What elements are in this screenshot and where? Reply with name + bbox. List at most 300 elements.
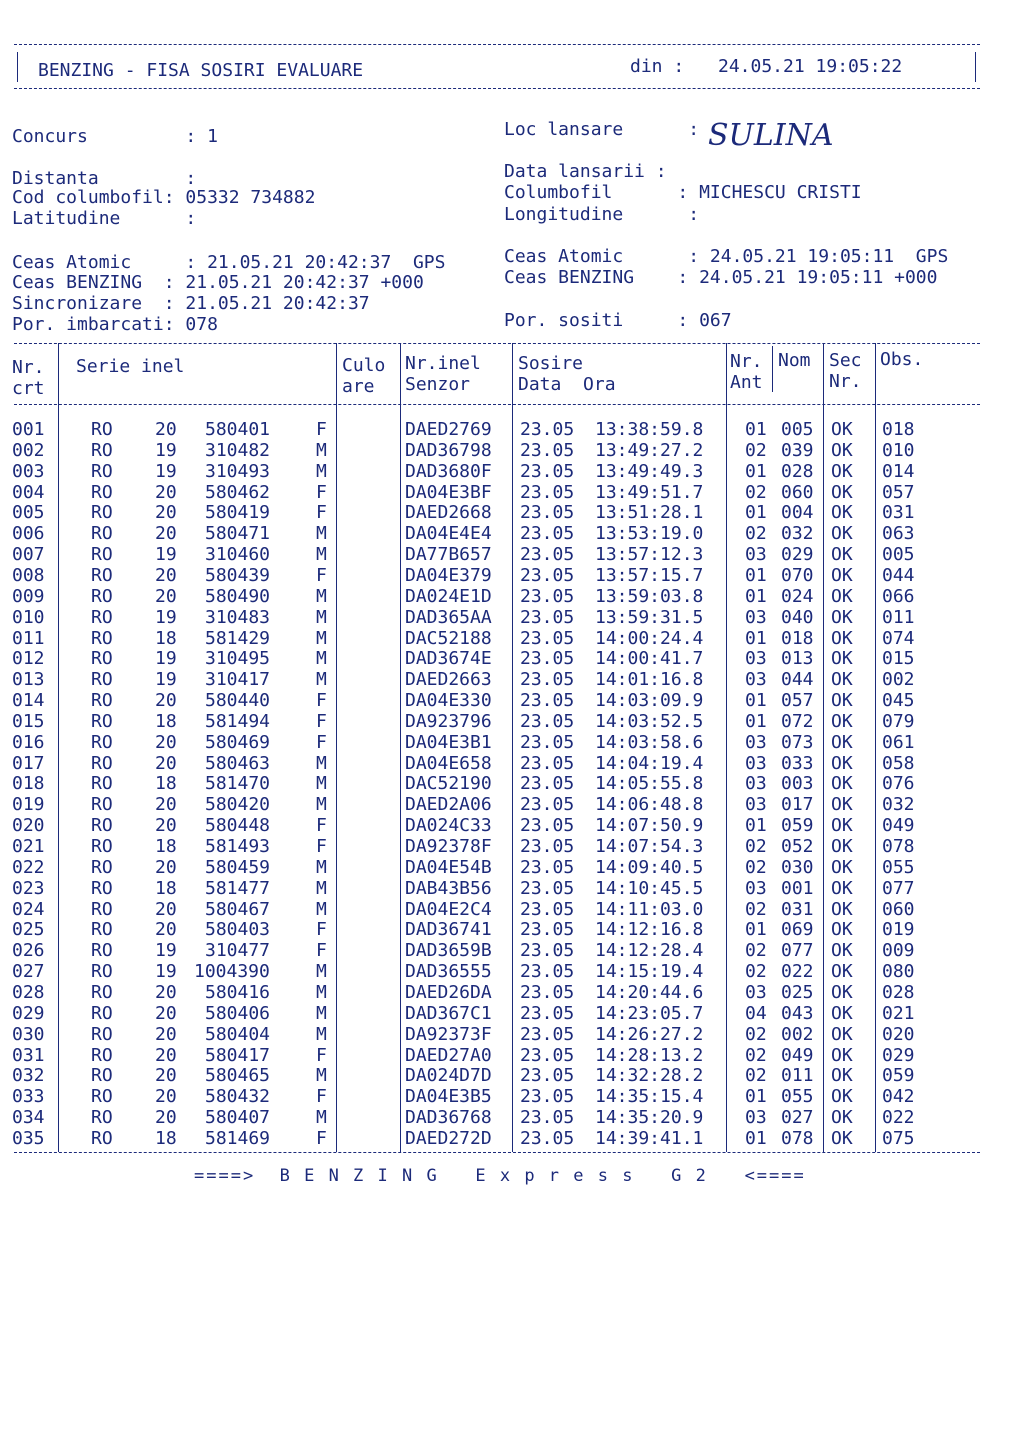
row-nr: 024	[12, 898, 45, 920]
arrival-time: 14:03:52.5	[595, 710, 704, 732]
obs: 055	[882, 856, 915, 878]
obs: 080	[882, 961, 915, 983]
nom: 005	[781, 419, 814, 440]
sensor-id: DA92378F	[405, 836, 492, 857]
sec-status: OK	[831, 877, 853, 899]
arrival-date: 23.05	[520, 544, 575, 566]
table-row	[0, 690, 1024, 711]
ring-year: 20	[155, 523, 177, 545]
ring-country: RO	[91, 585, 113, 607]
table-row	[0, 961, 1024, 982]
arrival-date: 23.05	[520, 502, 575, 524]
obs: 028	[882, 981, 915, 1003]
sec-status: OK	[831, 690, 853, 712]
row-nr: 021	[12, 836, 45, 857]
ring-year: 20	[155, 794, 177, 816]
sex: F	[316, 940, 327, 962]
ring-number: 580420	[205, 794, 271, 816]
col-sec: Sec	[829, 350, 862, 371]
date-label: din :	[630, 56, 685, 77]
nom: 059	[781, 815, 814, 837]
nom: 024	[781, 585, 814, 607]
obs: 021	[882, 1002, 915, 1024]
arrival-time: 14:35:20.9	[595, 1107, 704, 1129]
col-culoare-2: are	[342, 376, 375, 397]
ring-country: RO	[91, 877, 113, 899]
arrival-date: 23.05	[520, 1065, 575, 1087]
antenna-nr: 02	[745, 523, 767, 545]
antenna-nr: 01	[745, 419, 767, 440]
sec-status: OK	[831, 710, 853, 732]
arrival-time: 13:49:49.3	[595, 460, 704, 482]
col-crt: crt	[12, 378, 45, 399]
sec-status: OK	[831, 460, 853, 482]
sex: M	[316, 877, 327, 899]
ring-country: RO	[91, 940, 113, 962]
ring-year: 20	[155, 419, 177, 440]
sec-status: OK	[831, 669, 853, 691]
row-nr: 001	[12, 419, 45, 440]
sec-status: OK	[831, 794, 853, 816]
row-nr: 022	[12, 856, 45, 878]
ring-year: 19	[155, 648, 177, 670]
col-data-ora: Data Ora	[518, 374, 616, 395]
arrival-time: 14:06:48.8	[595, 794, 704, 816]
antenna-nr: 02	[745, 481, 767, 503]
arrival-time: 13:53:19.0	[595, 523, 704, 545]
row-nr: 023	[12, 877, 45, 899]
table-row	[0, 1128, 1024, 1149]
sec-status: OK	[831, 981, 853, 1003]
ring-country: RO	[91, 523, 113, 545]
obs: 005	[882, 544, 915, 566]
obs: 075	[882, 1127, 915, 1149]
arrival-date: 23.05	[520, 1086, 575, 1108]
col-ant: Ant	[730, 372, 763, 393]
arrival-date: 23.05	[520, 877, 575, 899]
nom: 055	[781, 1086, 814, 1108]
nom: 060	[781, 481, 814, 503]
sensor-id: DA923796	[405, 710, 492, 732]
nom: 057	[781, 690, 814, 712]
antenna-nr: 01	[745, 627, 767, 649]
arrival-time: 14:09:40.5	[595, 856, 704, 878]
ring-country: RO	[91, 1107, 113, 1129]
table-row	[0, 669, 1024, 690]
nom: 069	[781, 919, 814, 941]
cod-columbofil-field: Cod columbofil: 05332 734882	[12, 187, 316, 208]
ring-number: 580403	[205, 919, 271, 941]
sex: F	[316, 690, 327, 712]
ring-country: RO	[91, 1044, 113, 1066]
sensor-id: DA04E54B	[405, 856, 492, 878]
sex: F	[316, 419, 327, 440]
arrival-date: 23.05	[520, 419, 575, 440]
obs: 015	[882, 648, 915, 670]
sec-status: OK	[831, 919, 853, 941]
table-row	[0, 711, 1024, 732]
obs: 031	[882, 502, 915, 524]
row-nr: 030	[12, 1023, 45, 1045]
antenna-nr: 02	[745, 1044, 767, 1066]
ring-country: RO	[91, 794, 113, 816]
sensor-id: DAD3674E	[405, 648, 492, 670]
row-nr: 027	[12, 961, 45, 983]
antenna-nr: 01	[745, 710, 767, 732]
sec-status: OK	[831, 1002, 853, 1024]
row-nr: 019	[12, 794, 45, 816]
nom: 017	[781, 794, 814, 816]
nom: 030	[781, 856, 814, 878]
table-row	[0, 794, 1024, 815]
antenna-nr: 01	[745, 690, 767, 712]
sec-status: OK	[831, 752, 853, 774]
ring-year: 20	[155, 690, 177, 712]
obs: 063	[882, 523, 915, 545]
ring-year: 20	[155, 1023, 177, 1045]
sensor-id: DAD36768	[405, 1107, 492, 1129]
arrival-time: 14:26:27.2	[595, 1023, 704, 1045]
sec-status: OK	[831, 1044, 853, 1066]
ring-number: 580432	[205, 1086, 271, 1108]
nom: 072	[781, 710, 814, 732]
obs: 060	[882, 898, 915, 920]
row-nr: 025	[12, 919, 45, 941]
ring-year: 19	[155, 439, 177, 461]
ring-country: RO	[91, 606, 113, 628]
sensor-id: DAC52190	[405, 773, 492, 795]
arrival-date: 23.05	[520, 961, 575, 983]
sex: M	[316, 1002, 327, 1024]
ring-year: 18	[155, 836, 177, 857]
table-row	[0, 1086, 1024, 1107]
ring-year: 18	[155, 710, 177, 732]
distanta-field: Distanta :	[12, 168, 197, 189]
sex: F	[316, 1127, 327, 1149]
nom: 039	[781, 439, 814, 461]
ring-country: RO	[91, 836, 113, 857]
row-nr: 006	[12, 523, 45, 545]
arrival-date: 23.05	[520, 564, 575, 586]
ring-year: 20	[155, 815, 177, 837]
ring-number: 580465	[205, 1065, 271, 1087]
sex: M	[316, 1107, 327, 1129]
row-nr: 017	[12, 752, 45, 774]
arrival-time: 14:12:28.4	[595, 940, 704, 962]
ring-year: 19	[155, 606, 177, 628]
sec-status: OK	[831, 856, 853, 878]
antenna-nr: 02	[745, 940, 767, 962]
report-title: BENZING - FISA SOSIRI EVALUARE	[38, 60, 364, 81]
obs: 057	[882, 481, 915, 503]
ring-number: 580471	[205, 523, 271, 545]
nom: 011	[781, 1065, 814, 1087]
ring-number: 310460	[205, 544, 271, 566]
ring-number: 580401	[205, 419, 271, 440]
table-row	[0, 899, 1024, 920]
sensor-id: DAC52188	[405, 627, 492, 649]
ring-number: 581470	[205, 773, 271, 795]
antenna-nr: 02	[745, 439, 767, 461]
ring-country: RO	[91, 919, 113, 941]
ceas-benzing-start: Ceas BENZING : 21.05.21 20:42:37 +000	[12, 272, 424, 293]
ring-country: RO	[91, 481, 113, 503]
row-nr: 028	[12, 981, 45, 1003]
ring-country: RO	[91, 1002, 113, 1024]
arrival-time: 14:03:58.6	[595, 731, 704, 753]
table-row	[0, 732, 1024, 753]
antenna-nr: 03	[745, 877, 767, 899]
table-row	[0, 1003, 1024, 1024]
table-row	[0, 419, 1024, 440]
ring-year: 19	[155, 940, 177, 962]
ring-number: 580440	[205, 690, 271, 712]
col-nr: Nr.	[12, 357, 45, 378]
sex: M	[316, 1065, 327, 1087]
obs: 029	[882, 1044, 915, 1066]
nom: 029	[781, 544, 814, 566]
arrival-time: 13:49:27.2	[595, 439, 704, 461]
sensor-id: DAD367C1	[405, 1002, 492, 1024]
arrival-date: 23.05	[520, 710, 575, 732]
arrival-date: 23.05	[520, 1044, 575, 1066]
table-row	[0, 1107, 1024, 1128]
antenna-nr: 02	[745, 1023, 767, 1045]
nom: 049	[781, 1044, 814, 1066]
nom: 040	[781, 606, 814, 628]
sec-status: OK	[831, 1023, 853, 1045]
antenna-nr: 03	[745, 773, 767, 795]
arrival-date: 23.05	[520, 669, 575, 691]
sex: M	[316, 606, 327, 628]
ring-country: RO	[91, 419, 113, 440]
table-row	[0, 440, 1024, 461]
arrival-date: 23.05	[520, 523, 575, 545]
arrival-date: 23.05	[520, 439, 575, 461]
nom: 043	[781, 1002, 814, 1024]
arrival-time: 14:28:13.2	[595, 1044, 704, 1066]
table-row	[0, 878, 1024, 899]
ring-number: 580459	[205, 856, 271, 878]
nom: 078	[781, 1127, 814, 1149]
table-row	[0, 544, 1024, 565]
ring-country: RO	[91, 502, 113, 524]
sex: M	[316, 961, 327, 983]
obs: 032	[882, 794, 915, 816]
sex: M	[316, 627, 327, 649]
row-nr: 005	[12, 502, 45, 524]
ring-number: 580462	[205, 481, 271, 503]
table-row	[0, 523, 1024, 544]
obs: 018	[882, 419, 915, 440]
antenna-nr: 04	[745, 1002, 767, 1024]
obs: 044	[882, 564, 915, 586]
antenna-nr: 03	[745, 981, 767, 1003]
sensor-id: DA04E3B5	[405, 1086, 492, 1108]
obs: 002	[882, 669, 915, 691]
sensor-id: DAD36741	[405, 919, 492, 941]
sec-status: OK	[831, 940, 853, 962]
nom: 002	[781, 1023, 814, 1045]
ring-year: 20	[155, 502, 177, 524]
concurs-field: Concurs : 1	[12, 126, 218, 147]
sensor-id: DAED272D	[405, 1127, 492, 1149]
ring-country: RO	[91, 773, 113, 795]
row-nr: 010	[12, 606, 45, 628]
row-nr: 009	[12, 585, 45, 607]
ring-country: RO	[91, 439, 113, 461]
arrival-time: 14:07:54.3	[595, 836, 704, 857]
sec-status: OK	[831, 502, 853, 524]
sec-status: OK	[831, 439, 853, 461]
ring-country: RO	[91, 752, 113, 774]
sensor-id: DAD365AA	[405, 606, 492, 628]
ring-year: 20	[155, 481, 177, 503]
obs: 010	[882, 439, 915, 461]
table-row	[0, 919, 1024, 940]
ring-country: RO	[91, 1086, 113, 1108]
table-row	[0, 1024, 1024, 1045]
ring-country: RO	[91, 981, 113, 1003]
arrival-date: 23.05	[520, 981, 575, 1003]
longitudine-field: Longitudine :	[504, 204, 700, 225]
ring-country: RO	[91, 690, 113, 712]
ring-year: 19	[155, 669, 177, 691]
ring-number: 581469	[205, 1127, 271, 1149]
obs: 042	[882, 1086, 915, 1108]
antenna-nr: 01	[745, 502, 767, 524]
antenna-nr: 03	[745, 752, 767, 774]
ring-year: 20	[155, 1107, 177, 1129]
ring-number: 310495	[205, 648, 271, 670]
sec-status: OK	[831, 1107, 853, 1129]
sec-status: OK	[831, 1065, 853, 1087]
sensor-id: DA77B657	[405, 544, 492, 566]
sensor-id: DAED2A06	[405, 794, 492, 816]
sex: F	[316, 564, 327, 586]
ring-country: RO	[91, 856, 113, 878]
ring-country: RO	[91, 1127, 113, 1149]
nom: 001	[781, 877, 814, 899]
ring-year: 20	[155, 1002, 177, 1024]
antenna-nr: 02	[745, 836, 767, 857]
arrival-time: 14:00:24.4	[595, 627, 704, 649]
nom: 004	[781, 502, 814, 524]
sex: M	[316, 773, 327, 795]
ring-number: 310493	[205, 460, 271, 482]
table-row	[0, 628, 1024, 649]
ring-number: 580467	[205, 898, 271, 920]
col-nom: Nom	[778, 350, 811, 371]
obs: 076	[882, 773, 915, 795]
ring-number: 1004390	[194, 961, 270, 983]
sensor-id: DAED26DA	[405, 981, 492, 1003]
sensor-id: DAD36798	[405, 439, 492, 461]
ring-country: RO	[91, 648, 113, 670]
sensor-id: DA04E3BF	[405, 481, 492, 503]
arrival-date: 23.05	[520, 898, 575, 920]
row-nr: 011	[12, 627, 45, 649]
row-nr: 004	[12, 481, 45, 503]
ring-year: 20	[155, 752, 177, 774]
ring-number: 580416	[205, 981, 271, 1003]
row-nr: 020	[12, 815, 45, 837]
table-row	[0, 1065, 1024, 1086]
antenna-nr: 01	[745, 460, 767, 482]
sex: F	[316, 502, 327, 524]
sex: F	[316, 836, 327, 857]
sec-status: OK	[831, 564, 853, 586]
row-nr: 034	[12, 1107, 45, 1129]
table-row	[0, 753, 1024, 774]
ring-number: 581493	[205, 836, 271, 857]
arrival-date: 23.05	[520, 773, 575, 795]
sex: M	[316, 460, 327, 482]
obs: 049	[882, 815, 915, 837]
arrival-time: 14:35:15.4	[595, 1086, 704, 1108]
nom: 044	[781, 669, 814, 691]
arrival-time: 14:05:55.8	[595, 773, 704, 795]
row-nr: 016	[12, 731, 45, 753]
sensor-id: DA04E3B1	[405, 731, 492, 753]
antenna-nr: 01	[745, 585, 767, 607]
antenna-nr: 03	[745, 794, 767, 816]
sex: M	[316, 544, 327, 566]
nom: 018	[781, 627, 814, 649]
ring-year: 20	[155, 919, 177, 941]
row-nr: 013	[12, 669, 45, 691]
ring-year: 20	[155, 585, 177, 607]
arrival-time: 14:20:44.6	[595, 981, 704, 1003]
porumbei-imbarcati: Por. imbarcati: 078	[12, 314, 218, 335]
ring-number: 580469	[205, 731, 271, 753]
nom: 073	[781, 731, 814, 753]
obs: 061	[882, 731, 915, 753]
antenna-nr: 02	[745, 1065, 767, 1087]
col-nr-ant: Nr.	[730, 351, 763, 372]
ring-country: RO	[91, 1023, 113, 1045]
sensor-id: DA04E330	[405, 690, 492, 712]
obs: 078	[882, 836, 915, 857]
ring-year: 20	[155, 1065, 177, 1087]
row-nr: 032	[12, 1065, 45, 1087]
ring-country: RO	[91, 669, 113, 691]
antenna-nr: 03	[745, 648, 767, 670]
sec-status: OK	[831, 815, 853, 837]
ring-country: RO	[91, 815, 113, 837]
arrival-time: 14:23:05.7	[595, 1002, 704, 1024]
obs: 058	[882, 752, 915, 774]
sex: F	[316, 1044, 327, 1066]
arrival-date: 23.05	[520, 1002, 575, 1024]
ring-number: 310417	[205, 669, 271, 691]
ring-number: 580417	[205, 1044, 271, 1066]
antenna-nr: 01	[745, 564, 767, 586]
arrival-time: 13:38:59.8	[595, 419, 704, 440]
table-row	[0, 836, 1024, 857]
ring-year: 18	[155, 1127, 177, 1149]
sex: M	[316, 898, 327, 920]
obs: 066	[882, 585, 915, 607]
arrival-date: 23.05	[520, 1127, 575, 1149]
ring-country: RO	[91, 564, 113, 586]
sincronizare-field: Sincronizare : 21.05.21 20:42:37	[12, 293, 370, 314]
arrival-date: 23.05	[520, 627, 575, 649]
sex: F	[316, 1086, 327, 1108]
table-row	[0, 815, 1024, 836]
ring-country: RO	[91, 731, 113, 753]
nom: 031	[781, 898, 814, 920]
